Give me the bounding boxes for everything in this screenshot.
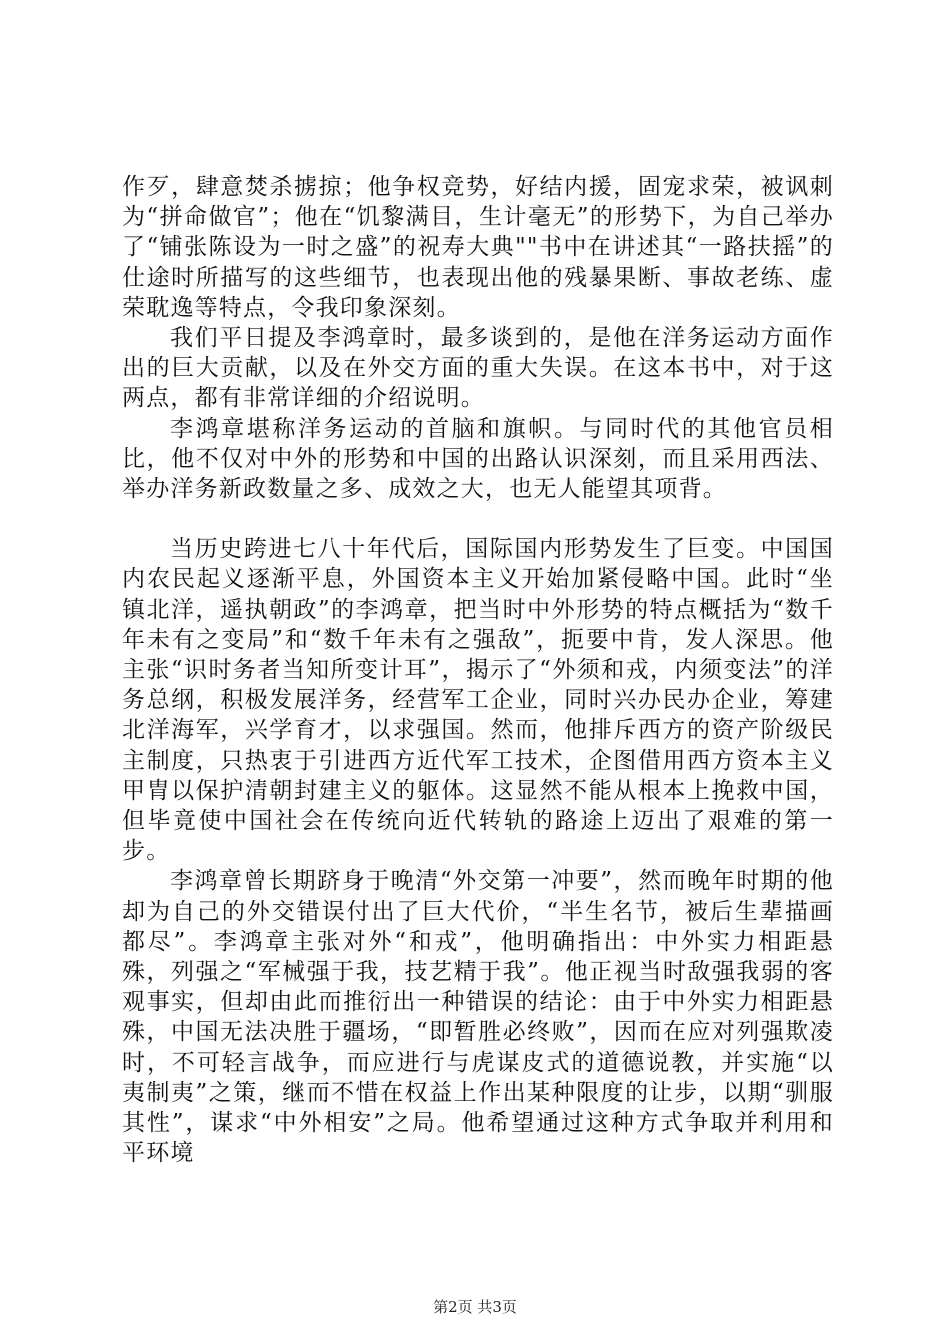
paragraph-4: 当历史跨进七八十年代后，国际国内形势发生了巨变。中国国内农民起义逐渐平息，外国资本主义开始加紧侵略中国。此时“坐镇北洋，遥执朝政”的李鸿章，把当时中外形势的特点概括为“数千年未有之变局”和“数千年未有之强敌”，扼要中肯，发人深思。他主张“识时务者当知所变计耳”，揭示了“外须和戎，内须变法”的洋务总纲，积极发展洋务，经营军工企业，同时兴办民办企业，筹建北洋海军，兴学育才，以求强国。然而，他排斥西方的资产阶级民主制度，只热衷于引进西方近代军工技术，企图借用西方资本主义甲胄以保护清朝封建主义的躯体。这显然不能从根本上挽救中国，但毕竟使中国社会在传统向近代转轨的路途上迈出了艰难的第一步。 <box>122 536 834 865</box>
paragraph-gap <box>122 504 834 534</box>
page-footer: 第2页 共3页 <box>433 1298 517 1316</box>
paragraph-3: 李鸿章堪称洋务运动的首脑和旗帜。与同时代的其他官员相比，他不仅对中外的形势和中国的出路认识深刻，而且采用西法、举办洋务新政数量之多、成效之大，也无人能望其项背。 <box>122 415 834 503</box>
paragraph-1: 作歹，肆意焚杀掳掠；他争权竞势，好结内援，固宠求荣，被讽刺为“拼命做官”；他在“饥黎满目，生计毫无”的形势下，为自己举办了“铺张陈设为一时之盛”的祝寿大典""书中在讲述其“一路扶摇”的仕途时所描写的这些细节，也表现出他的残暴果断、事故老练、虚荣耽逸等特点，令我印象深刻。 <box>122 174 834 321</box>
paragraph-2: 我们平日提及李鸿章时，最多谈到的，是他在洋务运动方面作出的巨大贡献，以及在外交方面的重大失误。在这本书中，对于这两点，都有非常详细的介绍说明。 <box>122 325 834 412</box>
paragraph-5: 李鸿章曾长期跻身于晚清“外交第一冲要”，然而晚年时期的他却为自己的外交错误付出了巨大代价，“半生名节，被后生辈描画都尽”。李鸿章主张对外“和戎”，他明确指出：中外实力相距悬殊，列强之“军械强于我，技艺精于我”。他正视当时敌强我弱的客观事实，但却由此而推衍出一种错误的结论：由于中外实力相距悬殊，中国无法决胜于疆场，“即暂胜必终败”，因而在应对列强欺凌时，不可轻言战争，而应进行与虎谋皮式的道德说教，并实施“以夷制夷”之策，继而不惜在权益上作出某种限度的让步，以期“驯服其性”，谋求“中外相安”之局。他希望通过这种方式争取并利用和平环境 <box>122 868 834 1167</box>
document-body <box>122 172 834 1169</box>
